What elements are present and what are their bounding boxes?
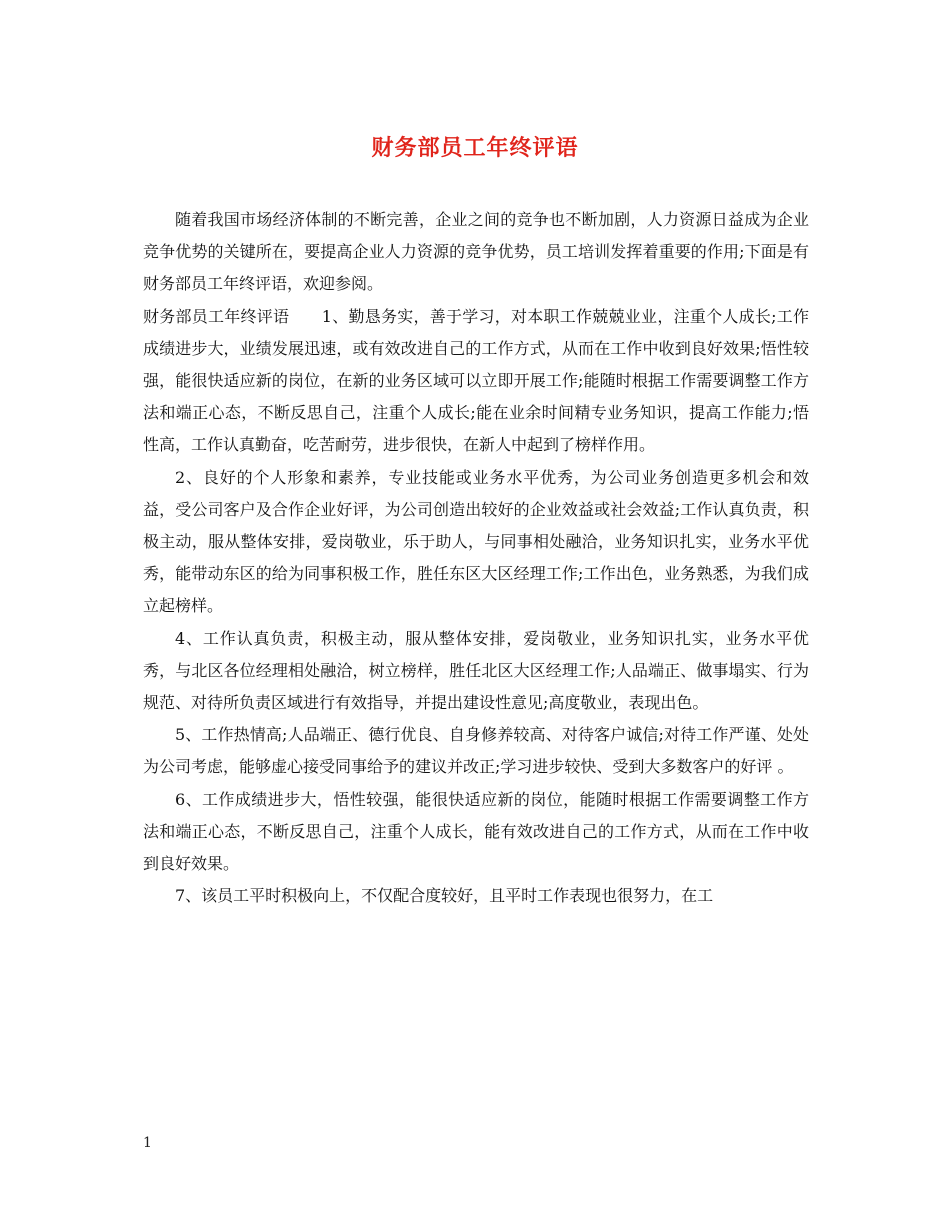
comment-paragraph-1: 财务部员工年终评语 1、勤恳务实，善于学习，对本职工作兢兢业业，注重个人成长;工作成绩进步大，业绩发展迅速，或有效改进自己的工作方式，从而在工作中收到良好效果;悟性较强，能很快适应新的岗位，在新的业务区域可以立即开展工作;能随时根据工作需要调整工作方法和端正心态，不断反思自己，注重个人成长;能在业余时间精专业务知识，提高工作能力;悟性高，工作认真勤奋，吃苦耐劳，进步很快，在新人中起到了榜样作用。 (143, 306, 809, 455)
page-number: 1 (143, 1135, 152, 1151)
comment-paragraph-6: 6、工作成绩进步大，悟性较强，能很快适应新的岗位，能随时根据工作需要调整工作方法和端正心态，不断反思自己，注重个人成长，能有效改进自己的工作方式，从而在工作中收到良好效果。 (143, 789, 809, 874)
comment-paragraph-2: 2、良好的个人形象和素养，专业技能或业务水平优秀，为公司业务创造更多机会和效益，受公司客户及合作企业好评，为公司创造出较好的企业效益或社会效益;工作认真负责，积极主动，服从整体安排，爱岗敬业，乐于助人，与同事相处融洽，业务知识扎实，业务水平优秀，能带动东区的给为同事积极工作，胜任东区大区经理工作;工作出色，业务熟悉，为我们成立起榜样。 (143, 467, 809, 616)
comment-paragraph-5: 5、工作热情高;人品端正、德行优良、自身修养较高、对待客户诚信;对待工作严谨、处处为公司考虑，能够虚心接受同事给予的建议并改正;学习进步较快、受到大多数客户的好评 。 (143, 725, 809, 777)
document-title: 财务部员工年终评语 (371, 135, 579, 161)
intro-paragraph: 随着我国市场经济体制的不断完善，企业之间的竞争也不断加剧，人力资源日益成为企业竞争优势的关键所在，要提高企业人力资源的竞争优势，员工培训发挥着重要的作用;下面是有财务部员工年终评语，欢迎参阅。 (143, 210, 809, 294)
comment-paragraph-4: 4、工作认真负责，积极主动，服从整体安排，爱岗敬业，业务知识扎实，业务水平优秀，与北区各位经理相处融洽，树立榜样，胜任北区大区经理工作;人品端正、做事塌实、行为规范、对待所负责区域进行有效指导，并提出建设性意见;高度敬业，表现出色。 (143, 628, 809, 713)
comment-paragraph-7: 7、该员工平时积极向上，不仅配合度较好，且平时工作表现也很努力，在工 (175, 886, 714, 906)
document-body (143, 204, 809, 912)
